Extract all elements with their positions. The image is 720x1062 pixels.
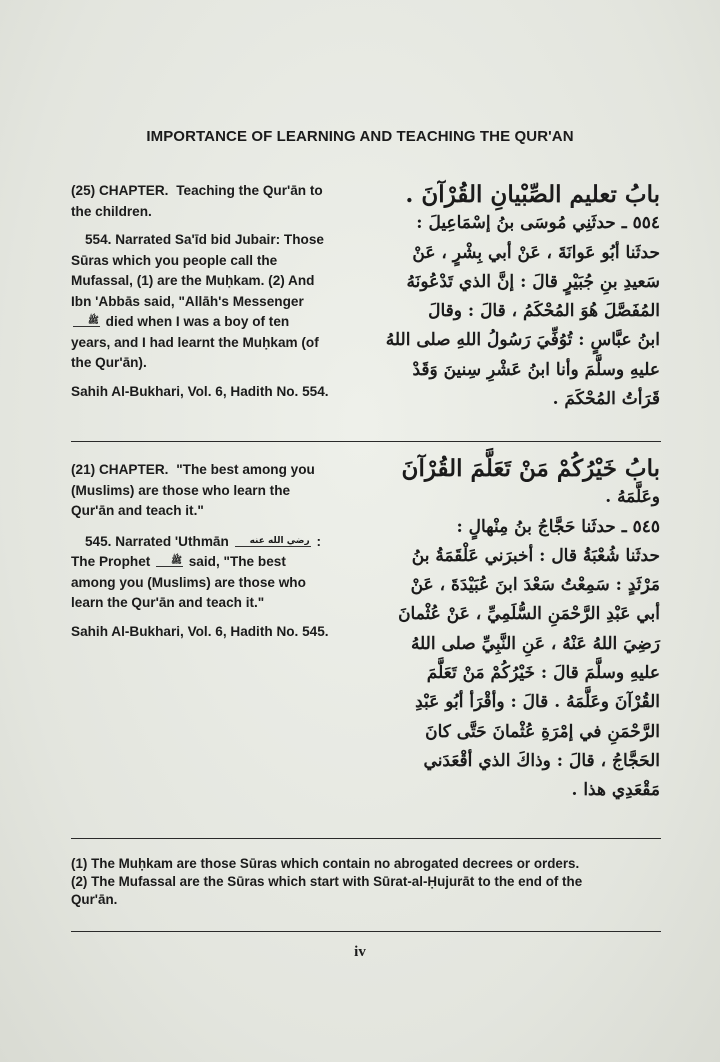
arabic-line: وعَلَّمَهُ .	[605, 487, 660, 508]
chapter-title: Teaching the Qur'ān to the children.	[71, 183, 323, 219]
hadith-reference: Sahih Al-Bukhari, Vol. 6, Hadith No. 554.	[71, 383, 329, 399]
footnote-2: (2) The Mufassal are the Sūras which start with Sūrat-al-Ḥujurāt to the end of the Qur'ān.	[71, 874, 583, 907]
arabic-line: سَعيدِ بنِ جُبَيْرٍ قالَ : إنَّ الذي تَدْعُونَهُ	[406, 271, 660, 292]
honorific-symbol: ﷺ	[73, 317, 100, 327]
arabic-line: ٥٤٥ ـ حدثَنا حَجَّاجُ بنُ مِنْهالٍ :	[456, 516, 660, 537]
hadith-number: 545.	[85, 533, 112, 549]
bottom-divider	[71, 931, 661, 932]
section-divider	[71, 441, 661, 442]
arabic-line: الرَّحْمَنِ في إمْرَةِ عُثْمانَ حَتَّى كانَ	[425, 721, 660, 742]
arabic-line: بابُ تعليم الصِّبْيانِ القُرْآنَ .	[405, 181, 660, 208]
arabic-line: ابنُ عبَّاسٍ : تُوُفِّيَ رَسُولُ اللهِ صلى اللهُ	[385, 330, 660, 351]
hadith-text	[71, 532, 329, 614]
chapter-number: (25) CHAPTER.	[71, 183, 169, 198]
chapter-heading	[71, 460, 329, 522]
arabic-line: رَضِيَ اللهُ عَنْهُ ، عَنِ النَّبِيِّ صلى اللهُ	[410, 633, 660, 654]
arabic-line: قَرَأتُ المُحْكَمَ .	[552, 389, 660, 410]
hadith-text	[71, 230, 329, 374]
section2-arabic	[340, 454, 660, 806]
section1-english	[71, 181, 329, 402]
arabic-line: بابُ خَيْرُكُمْ مَنْ تَعَلَّمَ القُرْآنَ	[401, 455, 660, 482]
arabic-line: مَقْعَدِي هذا .	[571, 780, 660, 801]
honorific-symbol: ﷺ	[156, 557, 183, 567]
arabic-line: المُفَصَّلَ هُوَ المُحْكَمُ ، قالَ : وقالَ	[428, 301, 660, 322]
arabic-line: حدثَنا أبُو عَوانَةَ ، عَنْ أبي بِشْرٍ ، عَنْ	[412, 242, 660, 263]
hadith-body-part3: said, "The best among you (Muslims) are those who learn the Qur'ān and teach it."	[71, 554, 306, 610]
page-number: iv	[354, 944, 366, 960]
hadith-body-part2: died when I was a boy of ten years, and I had learnt the Muḥkam (of the Qur'ān).	[71, 314, 319, 370]
hadith-number: 554.	[85, 232, 112, 247]
section1-arabic	[340, 180, 660, 414]
hadith-body-part1: Narrated 'Uthmān	[115, 533, 229, 549]
footnote-1: (1) The Muḥkam are those Sūras which contain no abrogated decrees or orders.	[71, 856, 580, 871]
arabic-line: عليهِ وسلَّمَ قالَ : خَيْرُكُمْ مَنْ تَعَلَّمَ	[426, 663, 660, 684]
arabic-line: القُرْآنَ وعَلَّمَهُ . قالَ : وأقْرَأ أبُو عَبْدِ	[415, 692, 660, 713]
hadith-reference: Sahih Al-Bukhari, Vol. 6, Hadith No. 545.	[71, 623, 329, 639]
arabic-line: ٥٥٤ ـ حدثَنِي مُوسَى بنُ إسْمَاعِيلَ :	[416, 213, 660, 234]
section2-english	[71, 460, 329, 642]
footnotes	[71, 855, 627, 909]
page-title: IMPORTANCE OF LEARNING AND TEACHING THE QUR'AN	[146, 128, 574, 145]
chapter-title: "The best among you (Muslims) are those who learn the Qur'ān and teach it."	[71, 462, 315, 518]
arabic-line: أبي عَبْدِ الرَّحْمَنِ السُّلَمِيِّ ، عَنْ عُثْمانَ	[398, 604, 660, 625]
arabic-line: عليهِ وسلَّمَ وأنا ابنُ عَشْرِ سِنينَ وَقَدْ	[412, 359, 660, 380]
hadith-body-part1: Narrated Sa'īd bid Jubair: Those Sūras which you people call the Mufassal, (1) are the Muḥkam. (2) And Ibn 'Abbās said, "Allāh's Messenger	[71, 232, 324, 309]
chapter-number: (21) CHAPTER.	[71, 462, 169, 477]
honorific-symbol: رضي الله عنه	[235, 537, 311, 547]
arabic-line: مَرْثَدٍ : سَمِعْتُ سَعْدَ ابنَ عُبَيْدَةَ ، عَنْ	[410, 575, 660, 596]
chapter-heading	[71, 181, 329, 222]
arabic-line: حدثَنا شُعْبَةُ قال : أخبرَني عَلْقَمَةُ بنُ	[411, 545, 660, 566]
footnote-divider	[71, 838, 661, 839]
arabic-line: الحَجَّاجُ ، قالَ : وذاكَ الذي أقْعَدَني	[423, 750, 660, 771]
hadith-body-part2: : The Prophet	[71, 533, 322, 569]
